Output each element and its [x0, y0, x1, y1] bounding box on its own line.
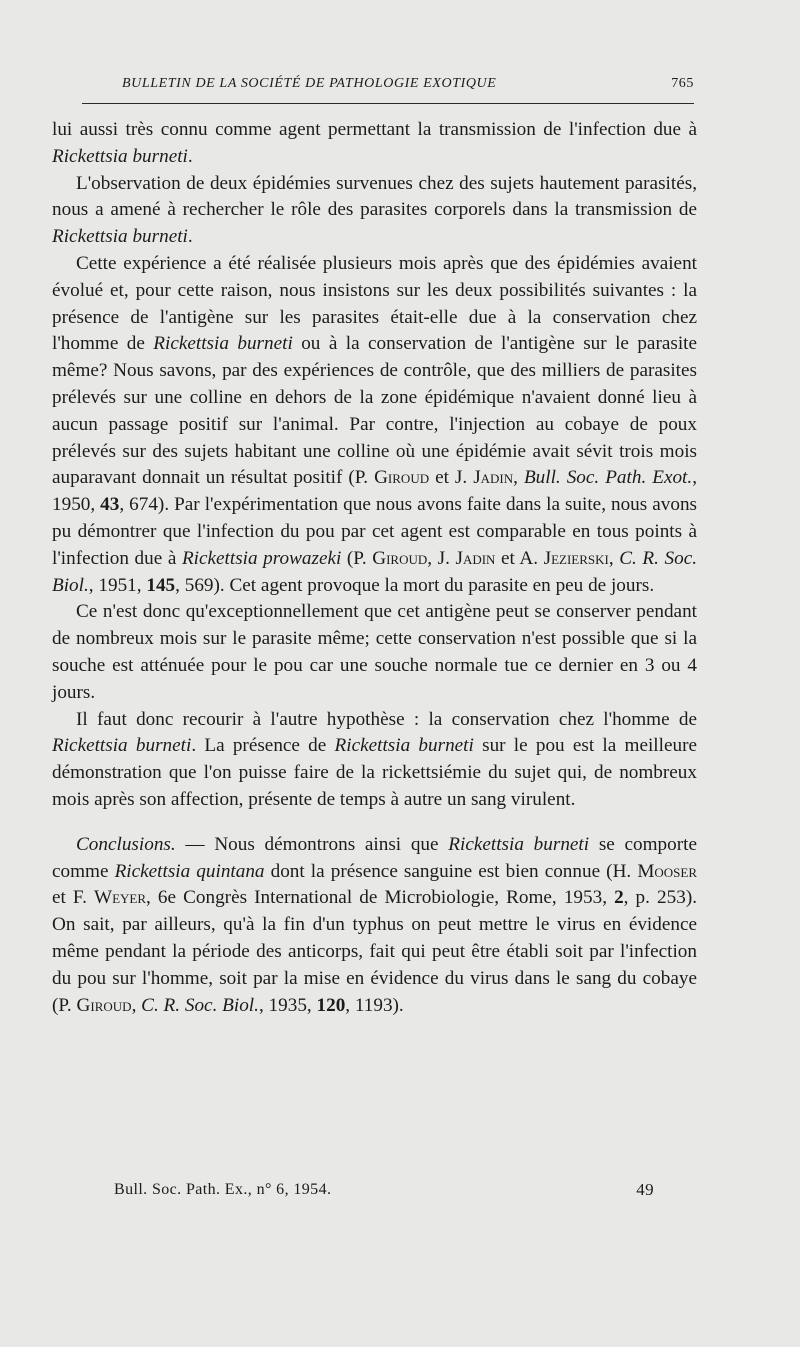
- paragraph: [52, 251, 697, 599]
- text-run: , 674). Par l'expérimentation que nous avons faite dans la suite, nous avons pu démontrer que l'infection du pou par cet agent est comparable en tous points à l'infection due à: [52, 494, 697, 569]
- text-run: , p. 253). On sait, par ailleurs, qu'à la fin d'un typhus on peut mettre le virus en évidence même pendant la période des anticorps, fait qui peut être établi soit par l'infection du pou sur l'homme, soit par la mise en évidence du virus dans le sang du cobaye (P.: [52, 887, 697, 1016]
- text-run: ,: [608, 547, 620, 569]
- italic-text: Rickettsia burneti: [334, 735, 474, 757]
- text-run: , 1951,: [88, 574, 147, 596]
- bold-text: 145: [146, 574, 176, 596]
- text-run: Ce n'est donc qu'exceptionnellement que cet antigène peut se conserver pendant de nombreux mois sur le parasite même; cette conservation n'est possible que si la souche est atténuée pour le pou car une souche normale tue ce dernier en 3 ou 4 jours.: [52, 601, 697, 703]
- italic-text: Conclusions.: [76, 833, 176, 855]
- paragraph: [52, 599, 697, 706]
- text-run: , J.: [427, 547, 456, 569]
- signature-number: 49: [636, 1180, 654, 1199]
- running-title: BULLETIN DE LA SOCIÉTÉ DE PATHOLOGIE EXOTIQUE: [122, 76, 497, 91]
- text-run: et J.: [429, 467, 474, 489]
- author-name: Giroud: [76, 994, 132, 1016]
- italic-text: Rickettsia burneti: [52, 145, 188, 167]
- author-name: Giroud: [374, 467, 430, 489]
- author-name: Jezierski: [543, 547, 609, 569]
- text-run: L'observation de deux épidémies survenues chez des sujets hautement parasités, nous a amené à rechercher le rôle des parasites corporels dans la transmission de: [52, 172, 697, 221]
- italic-text: Rickettsia burneti: [52, 735, 192, 757]
- text-run: ,: [513, 467, 524, 489]
- text-run: et F.: [52, 887, 94, 909]
- text-run: ou à la conservation de l'antigène sur le parasite même? Nous savons, par des expériences de contrôle, que des milliers de parasites prélevés sur une colline en dehors de la zone épidémique n'avaient donné lieu à aucun passage positif sur l'animal. Par contre, l'injection au cobaye de poux prélevés sur des sujets habitant une colline où une épidémie avait sévit trois mois auparavant donnait un résultat positif (P.: [52, 333, 697, 489]
- author-name: Jadin: [455, 547, 496, 569]
- bold-text: 43: [100, 494, 120, 516]
- paragraph: [52, 117, 697, 171]
- text-run: . La présence de: [191, 735, 335, 757]
- text-run: , 1935,: [258, 994, 317, 1016]
- italic-text: Rickettsia burneti: [448, 833, 590, 855]
- text-run: lui aussi très connu comme agent permettant la transmission de l'infection due à: [52, 119, 697, 140]
- italic-text: C. R. Soc. Biol.: [141, 994, 259, 1016]
- text-run: (P.: [341, 547, 373, 569]
- text-run: sur le pou est la meilleure démonstration que l'on puisse faire de la rickettsiémie du sujet qui, de nombreux mois après son affection, présente de temps à autre un sang virulent.: [52, 735, 697, 810]
- italic-text: Rickettsia quintana: [114, 860, 265, 882]
- bold-text: 2: [614, 887, 624, 909]
- text-run: , 1193).: [345, 994, 404, 1016]
- conclusions-paragraph: [52, 832, 697, 1020]
- text-run: Il faut donc recourir à l'autre hypothèse : la conservation chez l'homme de: [76, 708, 697, 730]
- page-number: 765: [671, 76, 694, 91]
- text-run: se comporte comme: [52, 833, 697, 882]
- author-name: Weyer: [93, 887, 147, 909]
- text-run: Cette expérience a été réalisée plusieurs mois après que des épidémies avaient évolué et, pour cette raison, nous insistons sur les deux possibilités suivantes : la présence de l'antigène sur les parasites était-elle due à la conservation chez l'homme de: [52, 252, 697, 355]
- italic-text: Rickettsia prowazeki: [181, 547, 342, 569]
- bold-text: 120: [316, 994, 346, 1016]
- footer-citation: Bull. Soc. Path. Ex., n° 6, 1954.: [114, 1181, 332, 1198]
- paragraph: [52, 171, 697, 251]
- text-run: .: [187, 226, 193, 248]
- italic-text: C. R. Soc. Biol.: [52, 547, 698, 596]
- text-run: — Nous démontrons ainsi que: [175, 833, 449, 855]
- italic-text: Rickettsia burneti: [153, 333, 293, 355]
- paragraph: [52, 707, 697, 814]
- italic-text: Rickettsia burneti: [52, 226, 188, 248]
- author-name: Mooser: [637, 860, 697, 882]
- italic-text: Bull. Soc. Path. Exot.: [523, 467, 693, 489]
- text-run: dont la présence sanguine est bien connue (H.: [264, 860, 638, 882]
- body-text: [52, 117, 697, 1019]
- text-run: , 1950,: [52, 467, 697, 516]
- text-run: ,: [131, 994, 142, 1016]
- author-name: Jadin: [473, 467, 514, 489]
- text-run: , 6e Congrès International de Microbiologie, Rome, 1953,: [146, 887, 615, 909]
- text-run: , 569). Cet agent provoque la mort du parasite en peu de jours.: [175, 574, 655, 596]
- author-name: Giroud: [372, 547, 428, 569]
- text-run: et A.: [495, 547, 544, 569]
- text-run: .: [187, 145, 193, 167]
- header-rule: [82, 103, 694, 104]
